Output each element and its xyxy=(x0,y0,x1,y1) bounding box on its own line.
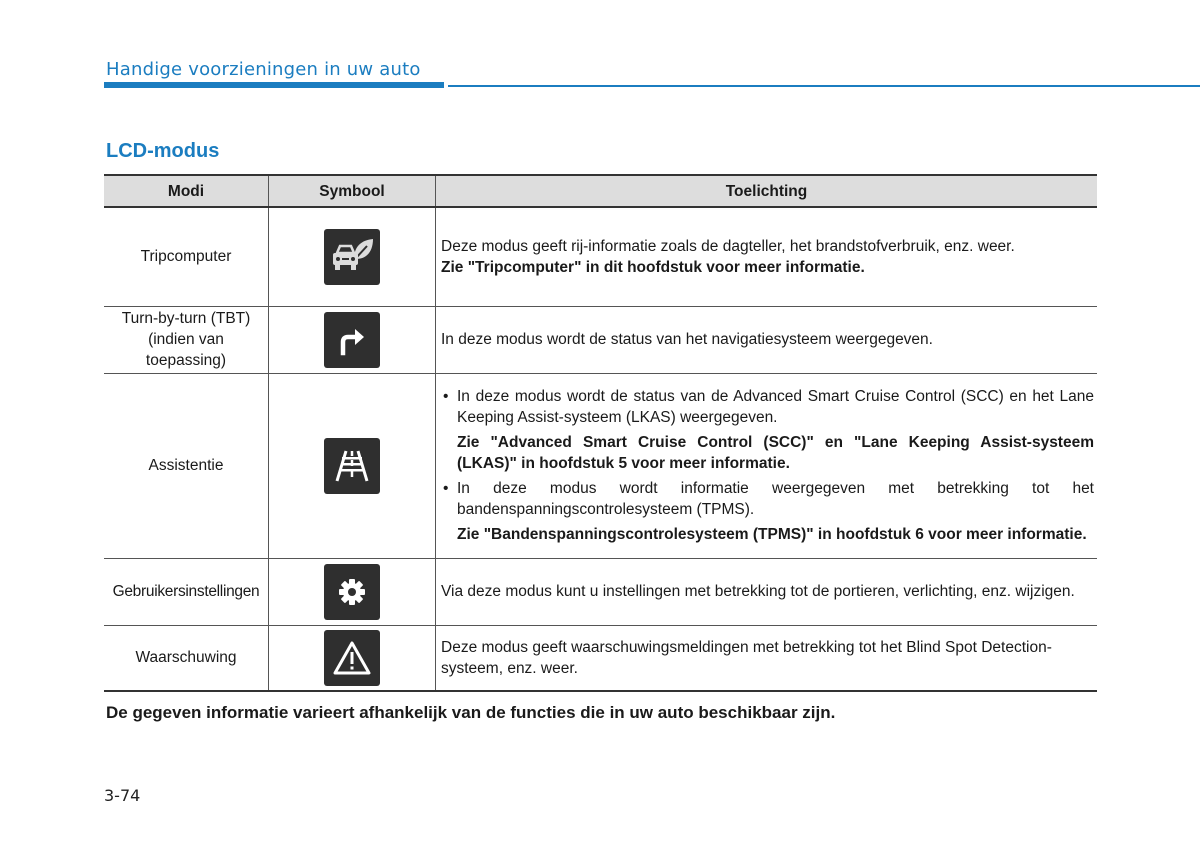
mode-description: Deze modus geeft waarschuwingsmeldingen met betrekking tot het Blind Spot Detection-systeem, enz. weer. xyxy=(436,625,1098,691)
column-header-symbol: Symbool xyxy=(269,175,436,207)
page-number: 3-74 xyxy=(104,786,141,805)
mode-name: Assistentie xyxy=(104,373,269,558)
mode-description: In deze modus wordt de status van het navigatiesysteem weergegeven. xyxy=(436,306,1098,373)
mode-description: Via deze modus kunt u instellingen met betrekking tot de portieren, verlichting, enz. wijzigen. xyxy=(436,558,1098,625)
mode-name: Gebruikersinstellingen xyxy=(104,558,269,625)
mode-name: Waarschuwing xyxy=(104,625,269,691)
mode-reference: Zie "Tripcomputer" in dit hoofdstuk voor meer informatie. xyxy=(441,258,865,276)
table-row-gebruikersinstellingen xyxy=(104,558,1097,625)
header-rule-thin xyxy=(448,85,1200,87)
lane-assist-icon xyxy=(324,438,380,494)
car-leaf-icon xyxy=(324,229,380,285)
mode-name: Tripcomputer xyxy=(104,207,269,306)
mode-reference: Zie "Bandenspanningscontrolesysteem (TPMS)" in hoofdstuk 6 voor meer informatie. xyxy=(457,526,1087,543)
section-title: LCD-modus xyxy=(106,140,220,162)
lcd-modes-table xyxy=(104,174,1097,692)
table-row-tripcomputer xyxy=(104,207,1097,306)
mode-name: Turn-by-turn (TBT) (indien van toepassing) xyxy=(104,306,269,373)
chapter-title: Handige voorzieningen in uw auto xyxy=(106,59,421,80)
table-header-row xyxy=(104,175,1097,207)
mode-reference: Zie "Advanced Smart Cruise Control (SCC)" en "Lane Keeping Assist-systeem (LKAS)" in hoofdstuk 5 voor meer informatie. xyxy=(457,434,1094,472)
column-header-modes: Modi xyxy=(104,175,269,207)
list-item: • In deze modus wordt informatie weergegeven met betrekking tot het bandenspanningscontrolesysteem (TPMS). Zie "Bandenspanningscontrolesysteem (TPMS)" in hoofdstuk 6 voor meer informatie. xyxy=(441,478,1094,545)
list-item: • In deze modus wordt de status van de Advanced Smart Cruise Control (SCC) en het Lane Keeping Assist-systeem (LKAS) weergegeven. Zie "Advanced Smart Cruise Control (SCC)" en "Lane Keeping Assist-systeem (LKAS)" in hoofdstuk 5 voor meer informatie. xyxy=(441,386,1094,474)
table-row-assistentie xyxy=(104,373,1097,558)
warning-triangle-icon xyxy=(324,630,380,686)
header-rule-thick xyxy=(104,82,444,88)
table-row-waarschuwing xyxy=(104,625,1097,691)
assist-bullets xyxy=(441,386,1094,545)
footnote: De gegeven informatie varieert afhankelijk van de functies die in uw auto beschikbaar zijn. xyxy=(106,703,836,722)
turn-right-arrow-icon xyxy=(324,312,380,368)
table-row-tbt xyxy=(104,306,1097,373)
gear-icon xyxy=(324,564,380,620)
column-header-description: Toelichting xyxy=(436,175,1098,207)
mode-description: Deze modus geeft rij-informatie zoals de dagteller, het brandstofverbruik, enz. weer. xyxy=(441,237,1015,255)
